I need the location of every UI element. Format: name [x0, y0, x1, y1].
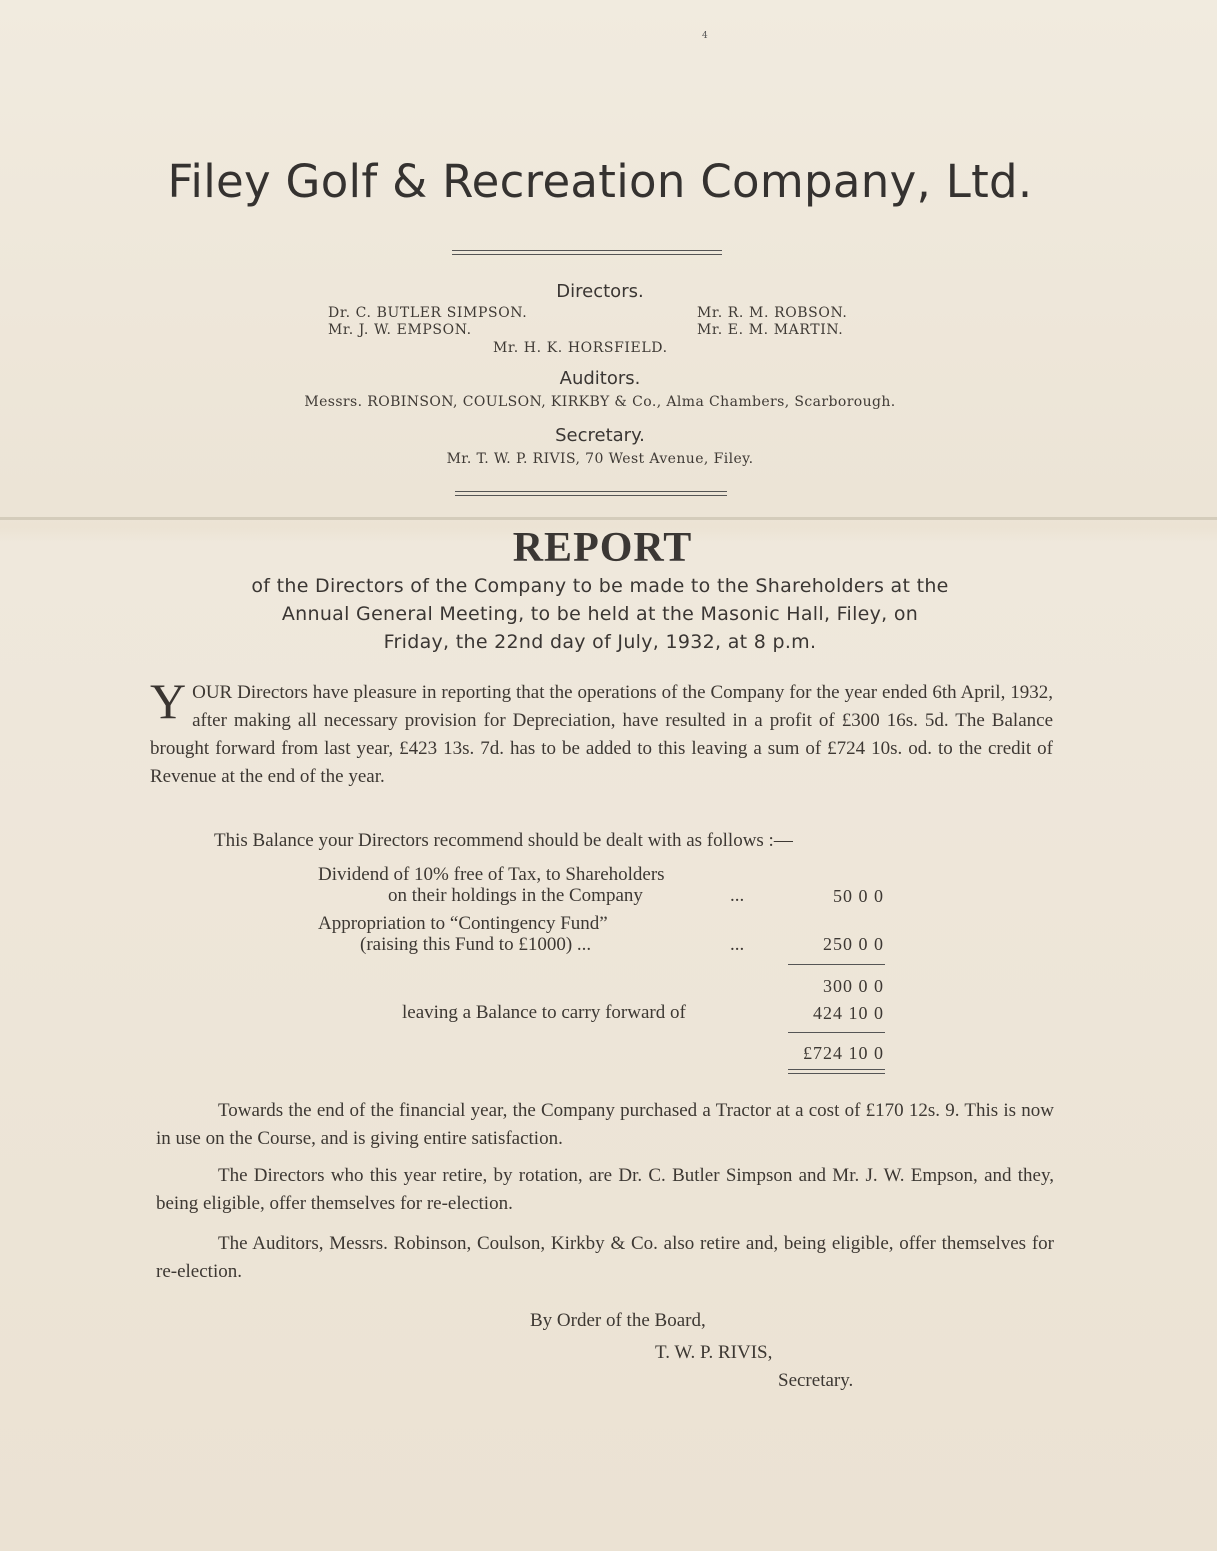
- pin-mark: 4: [702, 31, 708, 41]
- auditors-text: Messrs. ROBINSON, COULSON, KIRKBY & Co., Alma Chambers, Scarborough.: [304, 394, 896, 410]
- secretary-text: Mr. T. W. P. RIVIS, 70 West Avenue, Filey.: [446, 451, 754, 467]
- report-heading: REPORT: [512, 525, 693, 571]
- signature-role: Secretary.: [778, 1370, 854, 1391]
- contingency-label-line2: (raising this Fund to £1000) ...: [360, 934, 592, 955]
- drop-cap: Y: [150, 673, 187, 729]
- director-name: Mr. R. M. ROBSON.: [697, 305, 848, 321]
- company-title: Filey Golf & Recreation Company, Ltd.: [167, 155, 1033, 208]
- intro-text: OUR Directors have pleasure in reporting that the operations of the Company for the year ended 6th April, 1932, after making all necessary provision for Depreciation, have resulted in a profit of £300 16s. 5d. The Balance brought forward from last year, £423 13s. 7d. has to be added to this leaving a sum of £724 10s. od. to the credit of Revenue at the end of the year.: [150, 682, 1053, 787]
- carry-forward-amount: 424 10 0: [813, 1003, 884, 1023]
- paper-fold: [0, 517, 1217, 520]
- dividend-amount: 50 0 0: [833, 886, 884, 906]
- balance-intro: This Balance your Directors recommend should be dealt with as follows :—: [214, 830, 793, 851]
- dividend-label-line1: Dividend of 10% free of Tax, to Shareholders: [318, 864, 665, 885]
- intro-paragraph: [150, 673, 1053, 791]
- secretary-heading: Secretary.: [555, 425, 645, 446]
- dividend-label-line2: on their holdings in the Company: [388, 885, 643, 906]
- report-subtitle-line: Annual General Meeting, to be held at the Masonic Hall, Filey, on: [281, 603, 919, 625]
- director-name: Mr. J. W. EMPSON.: [328, 322, 472, 338]
- contingency-amount: 250 0 0: [823, 934, 884, 954]
- auditors-retire-paragraph: The Auditors, Messrs. Robinson, Coulson, Kirkby & Co. also retire and, being eligible, offer themselves for re-election.: [156, 1233, 1054, 1282]
- director-name: Mr. H. K. HORSFIELD.: [493, 340, 668, 356]
- signature-name: T. W. P. RIVIS,: [655, 1342, 773, 1363]
- contingency-label-line1: Appropriation to “Contingency Fund”: [318, 913, 608, 934]
- contingency-dots: ...: [730, 934, 745, 955]
- tractor-paragraph: Towards the end of the financial year, the Company purchased a Tractor at a cost of £170 12s. 9. This is now in use on the Course, and is giving entire satisfaction.: [156, 1100, 1054, 1149]
- directors-heading: Directors.: [556, 281, 644, 302]
- total-double-rule: [788, 1069, 885, 1074]
- subtotal-rule: [788, 964, 885, 965]
- subtotal-amount: 300 0 0: [823, 976, 884, 996]
- header-double-rule: [455, 491, 727, 496]
- dividend-dots: ...: [730, 885, 745, 906]
- signature-order: By Order of the Board,: [530, 1310, 706, 1331]
- report-subtitle-line: of the Directors of the Company to be made to the Shareholders at the: [251, 575, 949, 597]
- report-subtitle-line: Friday, the 22nd day of July, 1932, at 8 p.m.: [383, 631, 817, 653]
- title-double-rule: [452, 250, 722, 255]
- total-amount: £724 10 0: [803, 1043, 884, 1063]
- total-rule: [788, 1032, 885, 1033]
- auditors-heading: Auditors.: [559, 368, 641, 389]
- director-name: Mr. E. M. MARTIN.: [697, 322, 844, 338]
- director-name: Dr. C. BUTLER SIMPSON.: [328, 305, 528, 321]
- directors-retire-paragraph: The Directors who this year retire, by rotation, are Dr. C. Butler Simpson and Mr. J. W. Empson, and they, being eligible, offer themselves for re-election.: [156, 1165, 1054, 1214]
- carry-forward-label: leaving a Balance to carry forward of: [402, 1002, 686, 1023]
